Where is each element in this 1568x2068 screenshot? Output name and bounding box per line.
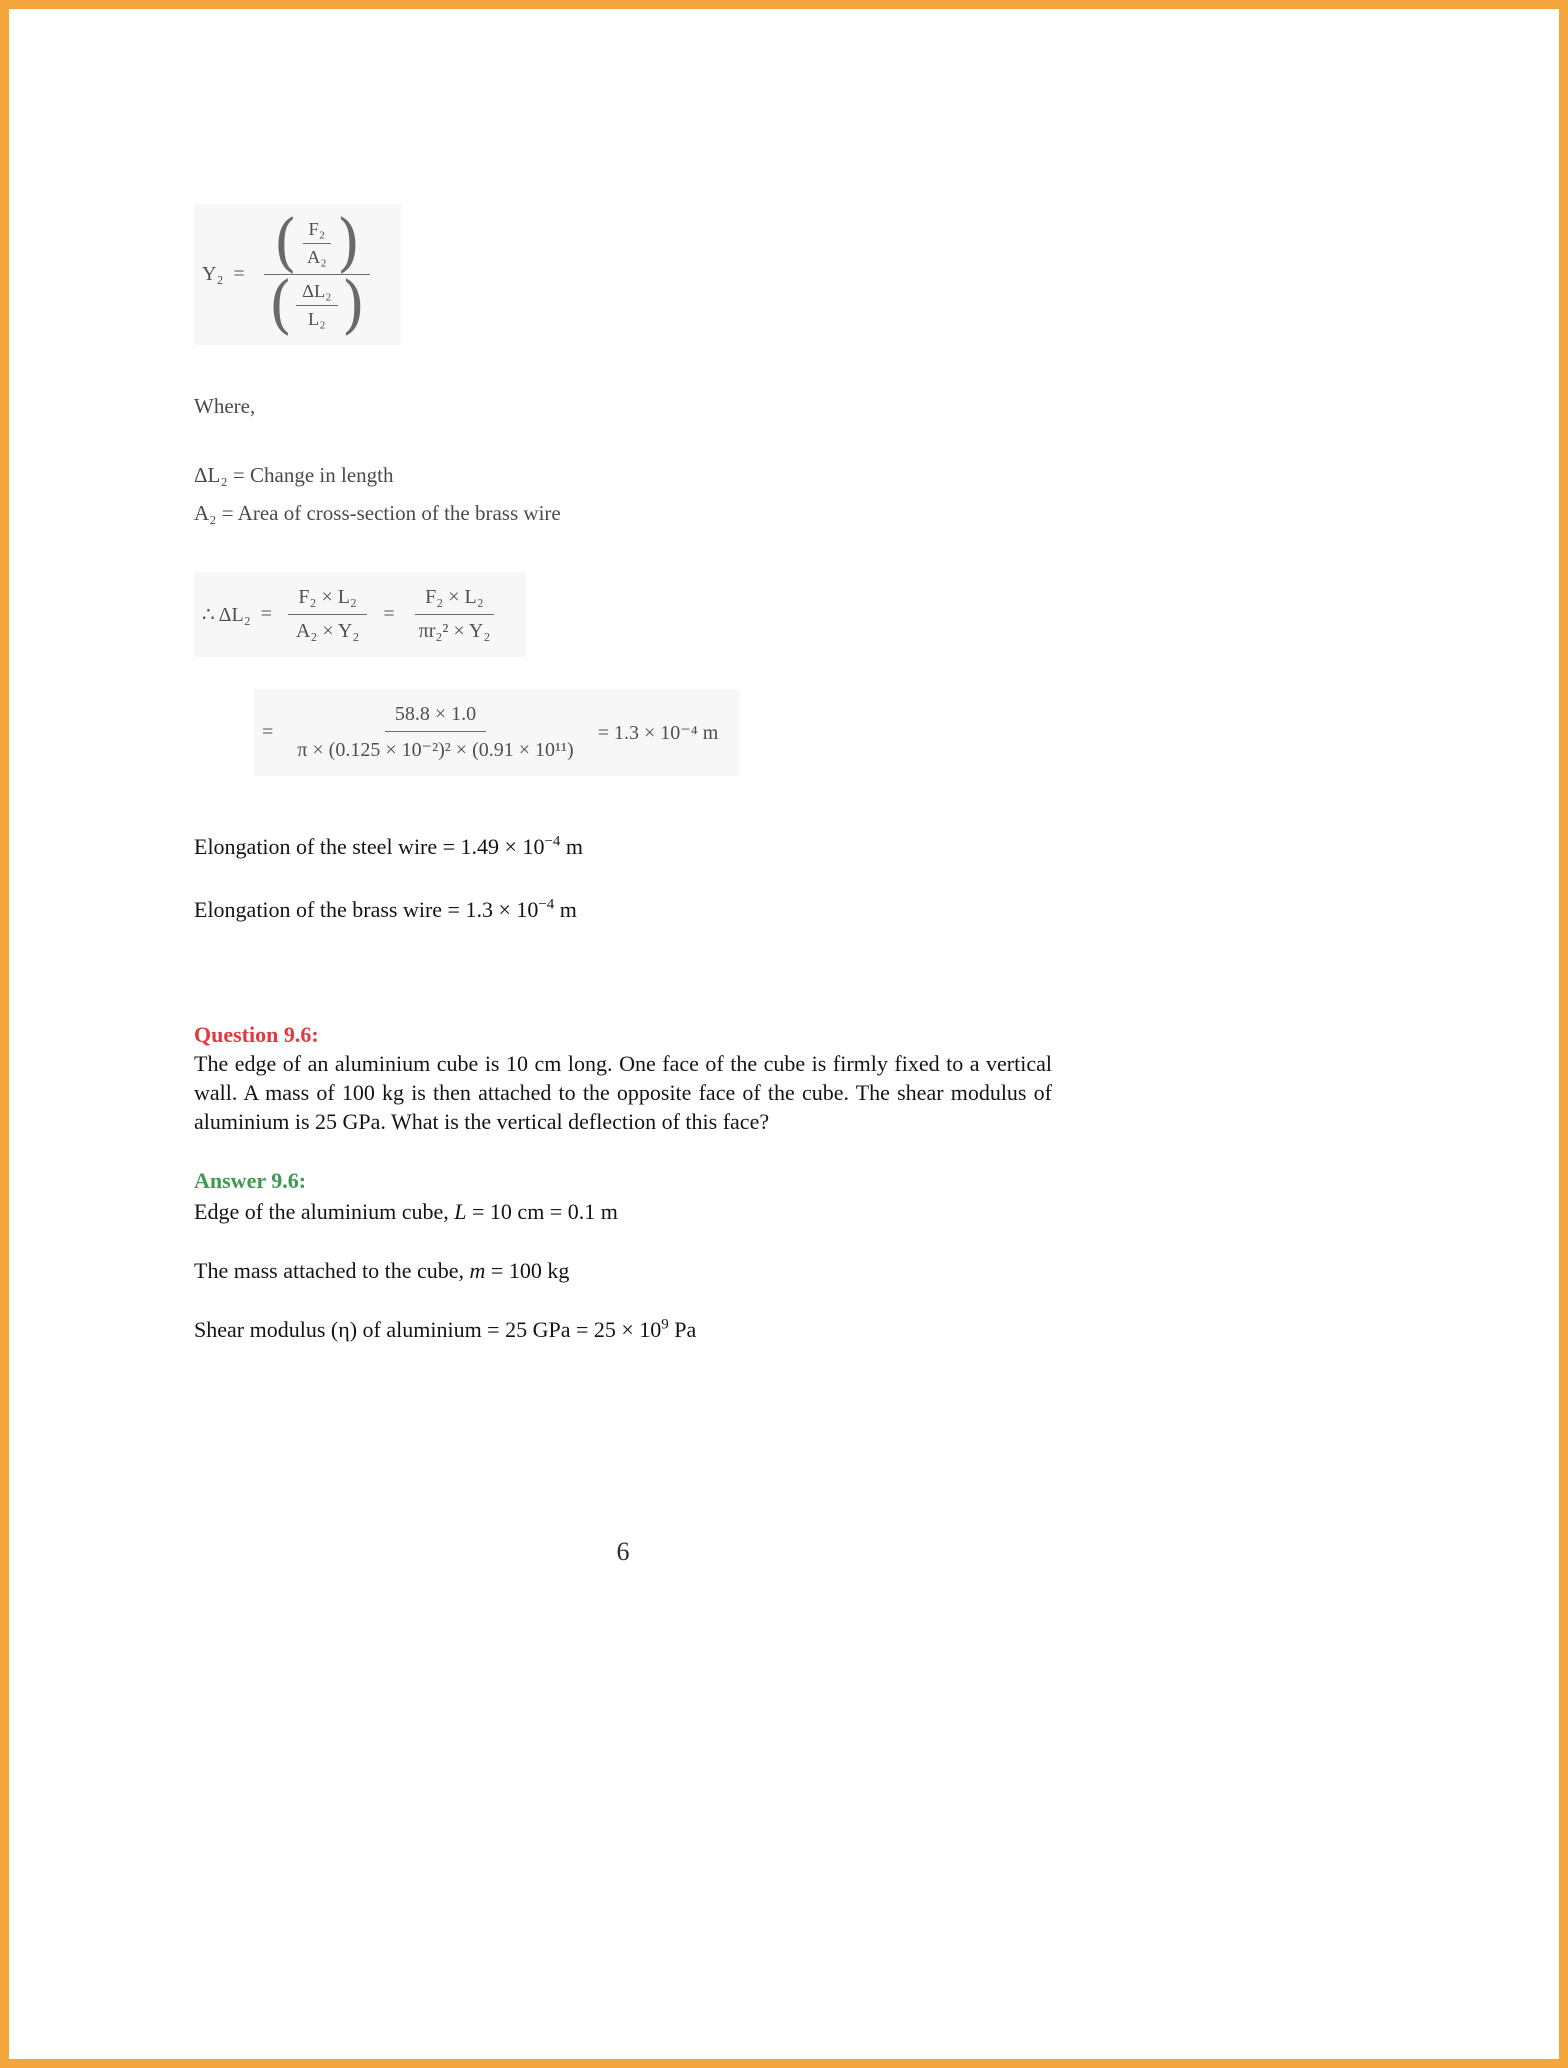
page-content <box>194 9 1052 1344</box>
strain-denominator: L₂ <box>308 309 326 329</box>
definition-area-brass-wire: A₂ = Area of cross-section of the brass wire <box>194 500 561 525</box>
answer-heading: Answer 9.6: <box>194 1167 307 1193</box>
question-body: The edge of an aluminium cube is 10 cm long. One face of the cube is firmly fixed to a vertical wall. A mass of 100 kg is then attached to the opposite face of the cube. The shear modulus of aluminium is 25 GPa. What is the vertical deflection of this face? <box>194 1050 1052 1134</box>
exponent: −4 <box>538 896 555 913</box>
therefore-delta-l: ∴ ΔL₂ <box>202 603 251 626</box>
text-part: The mass attached to the cube, <box>194 1257 470 1283</box>
stress-numerator: F₂ <box>303 218 332 244</box>
equals-sign: = <box>262 720 274 743</box>
stress-denominator: A₂ <box>307 247 327 267</box>
outer-denominator <box>259 268 375 342</box>
numerator: F₂ × L₂ <box>415 584 494 615</box>
elongation-brass-line <box>194 895 1052 924</box>
text-part: Elongation of the steel wire = 1.49 × 10 <box>194 833 545 859</box>
elongation-steel-line <box>194 832 1052 861</box>
exponent: 9 <box>661 1316 669 1333</box>
formula-row <box>262 701 718 764</box>
formula-delta-l <box>194 572 526 657</box>
answer-shear-line <box>194 1315 1052 1344</box>
strain-numerator: ΔL₂ <box>296 280 337 306</box>
denominator: π × (0.125 × 10⁻²)² × (0.91 × 10¹¹) <box>297 738 574 761</box>
exponent: −4 <box>544 833 561 850</box>
formula-row <box>202 584 504 645</box>
strain-fraction <box>296 280 337 331</box>
paren-group-stress <box>273 206 361 280</box>
formula-row <box>202 206 379 342</box>
formula-lhs: Y₂ <box>202 263 224 285</box>
unit: m <box>554 896 577 922</box>
denominator: πr₂² × Y₂ <box>418 619 491 642</box>
calculation-fraction <box>287 701 583 764</box>
outer-numerator <box>264 206 371 280</box>
formula-elongation-calculation <box>254 689 740 776</box>
paren-group-strain <box>268 268 366 342</box>
formula-young-modulus-brass <box>194 204 401 345</box>
text-part: = 100 kg <box>485 1257 570 1283</box>
text-part: Elongation of the brass wire = 1.3 × 10 <box>194 896 539 922</box>
denominator: A₂ × Y₂ <box>295 619 360 642</box>
page-number: 6 <box>616 1537 630 1566</box>
answer-edge-line <box>194 1197 1052 1226</box>
outer-fraction <box>259 206 375 342</box>
answer-mass-line <box>194 1256 1052 1285</box>
stress-fraction <box>301 218 333 269</box>
fraction-fl-over-pir2y <box>409 584 501 645</box>
calculation-result: = 1.3 × 10⁻⁴ m <box>597 721 719 744</box>
fraction-fl-over-ay <box>286 584 369 645</box>
numerator: F₂ × L₂ <box>288 584 367 615</box>
left-paren: ( <box>273 206 298 280</box>
question-heading: Question 9.6: <box>194 1021 319 1047</box>
equals-sign: = <box>233 263 245 285</box>
text-part: = 10 cm = 0.1 m <box>466 1198 618 1224</box>
right-paren: ) <box>341 268 366 342</box>
definition-change-in-length: ΔL₂ = Change in length <box>194 463 394 488</box>
equals-sign: = <box>383 602 395 625</box>
numerator: 58.8 × 1.0 <box>385 701 486 732</box>
equals-sign: = <box>260 602 272 625</box>
right-paren: ) <box>336 206 361 280</box>
text-part: Shear modulus (η) of aluminium = 25 GPa = 25 × 10 <box>194 1316 662 1342</box>
variable-L: L <box>454 1198 467 1224</box>
text-part: Edge of the aluminium cube, <box>194 1198 455 1224</box>
unit: Pa <box>668 1316 697 1342</box>
left-paren: ( <box>268 268 293 342</box>
where-label: Where, <box>194 394 256 418</box>
variable-m: m <box>469 1257 486 1283</box>
unit: m <box>560 833 584 859</box>
